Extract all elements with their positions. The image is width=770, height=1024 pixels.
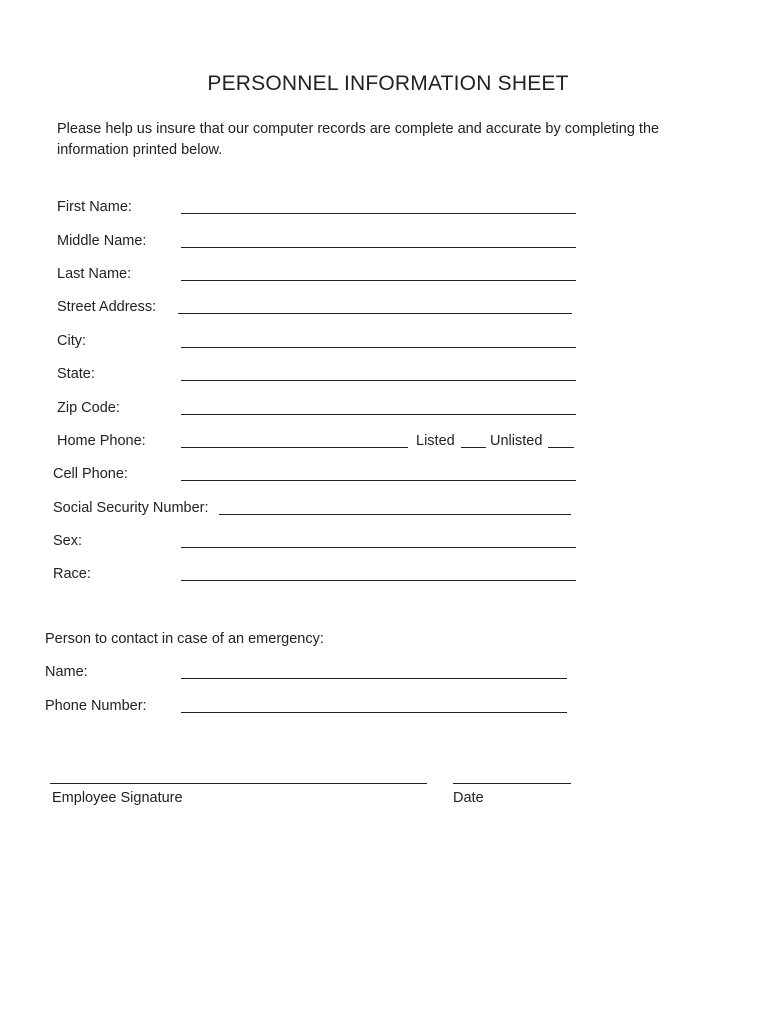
cell-phone-label: Cell Phone: <box>53 466 128 482</box>
zip-code-field[interactable] <box>181 414 576 415</box>
city-field[interactable] <box>181 347 576 348</box>
zip-code-label: Zip Code: <box>57 400 120 416</box>
emergency-phone-label: Phone Number: <box>45 698 147 714</box>
street-address-label: Street Address: <box>57 299 157 315</box>
unlisted-field[interactable] <box>548 447 574 448</box>
middle-name-field[interactable] <box>181 247 576 248</box>
ssn-label: Social Security Number: <box>53 500 209 516</box>
race-field[interactable] <box>181 580 576 581</box>
last-name-field[interactable] <box>181 280 576 281</box>
emergency-name-label: Name: <box>45 664 88 680</box>
ssn-field[interactable] <box>219 514 571 515</box>
sex-label: Sex: <box>53 533 83 549</box>
listed-label: Listed <box>416 433 455 449</box>
emergency-phone-field[interactable] <box>181 712 567 713</box>
page-title: PERSONNEL INFORMATION SHEET <box>207 72 569 95</box>
middle-name-label: Middle Name: <box>57 233 147 249</box>
date-field[interactable] <box>453 783 571 784</box>
intro-text: Please help us insure that our computer records are complete and accurate by completing the information printed below. <box>57 121 660 158</box>
first-name-field[interactable] <box>181 213 576 214</box>
unlisted-label: Unlisted <box>490 433 543 449</box>
first-name-label: First Name: <box>57 199 132 215</box>
race-label: Race: <box>53 566 91 582</box>
employee-signature-field[interactable] <box>50 783 427 784</box>
last-name-label: Last Name: <box>57 266 132 282</box>
home-phone-label: Home Phone: <box>57 433 146 449</box>
sex-field[interactable] <box>181 547 576 548</box>
cell-phone-field[interactable] <box>181 480 576 481</box>
state-field[interactable] <box>181 380 576 381</box>
employee-signature-label: Employee Signature <box>52 790 183 806</box>
date-label: Date <box>453 790 484 806</box>
home-phone-field[interactable] <box>181 447 408 448</box>
city-label: City: <box>57 333 86 349</box>
state-label: State: <box>57 366 95 382</box>
street-address-field[interactable] <box>178 313 572 314</box>
emergency-name-field[interactable] <box>181 678 567 679</box>
emergency-heading: Person to contact in case of an emergency: <box>45 631 324 647</box>
listed-field[interactable] <box>461 447 486 448</box>
